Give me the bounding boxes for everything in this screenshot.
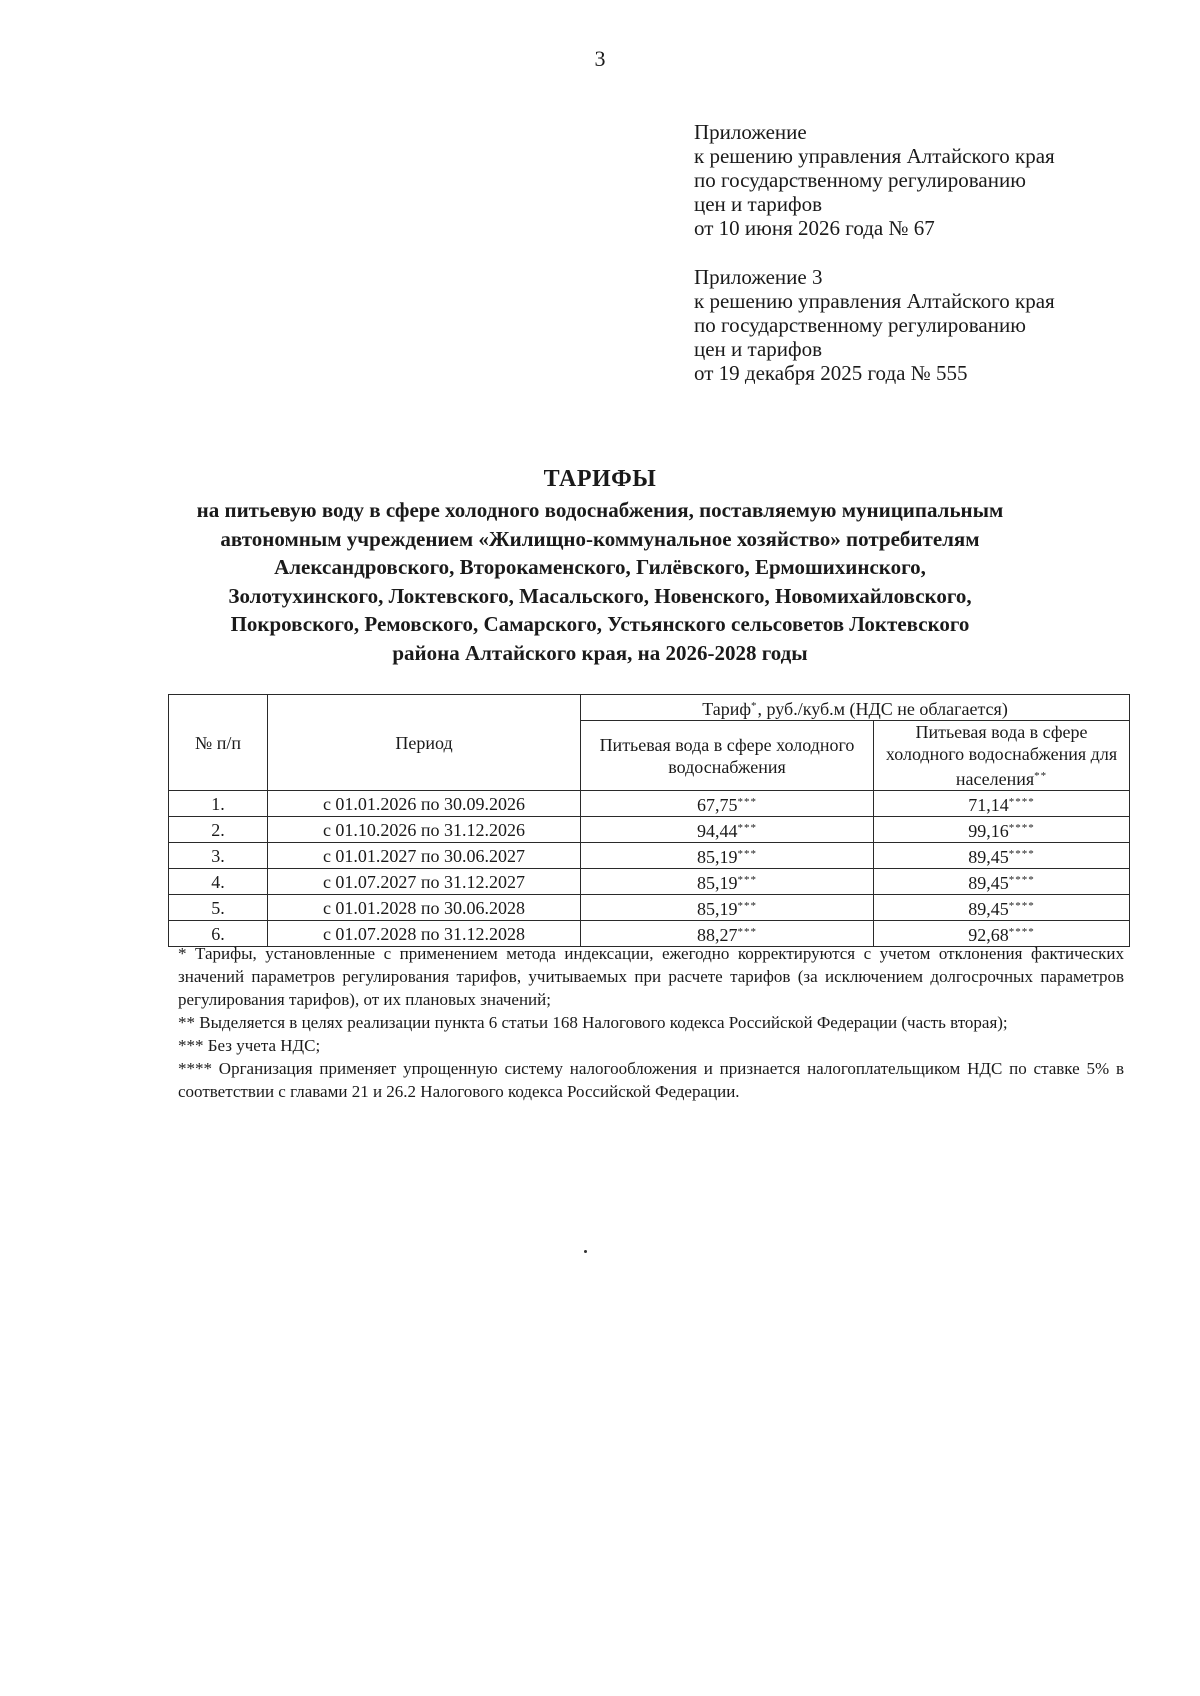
row-tariff-general — [581, 791, 874, 817]
row-number: 4. — [169, 869, 268, 895]
row-tariff-general — [581, 895, 874, 921]
appendix-line: к решению управления Алтайского края — [694, 289, 1055, 313]
row-tariff-general — [581, 817, 874, 843]
footnote-mark: *** — [737, 822, 757, 834]
column-header-tariff — [581, 695, 1130, 721]
tariff-header-prefix: Тариф — [702, 699, 752, 719]
table-row — [169, 869, 1130, 895]
tariff-value: 89,45 — [968, 847, 1009, 867]
footnote-mark: *** — [737, 848, 757, 860]
appendix-note-current — [694, 120, 1174, 240]
row-tariff-population — [874, 869, 1130, 895]
subtitle-line: на питьевую воду в сфере холодного водоснабжения, поставляемую муниципальным — [196, 498, 1004, 522]
tariff-value: 89,45 — [968, 873, 1009, 893]
subtitle-line: района Алтайского края, на 2026-2028 годы — [392, 640, 808, 665]
appendix-line: по государственному регулированию — [694, 168, 1026, 192]
row-period: с 01.07.2028 по 31.12.2028 — [268, 921, 581, 947]
population-header-text: Питьевая вода в сфере холодного водоснабжения для населения — [885, 722, 1118, 789]
appendix-line: цен и тарифов — [694, 192, 823, 216]
footnote: ** Выделяется в целях реализации пункта 6 статьи 168 Налогового кодекса Российской Федерации (часть вторая); — [178, 1013, 1008, 1032]
footnote-mark: *** — [737, 796, 757, 808]
footnote-mark: *** — [737, 874, 757, 886]
column-header-period: Период — [268, 695, 581, 791]
footnote: **** Организация применяет упрощенную систему налогообложения и признается налогоплательщиком НДС по ставке 5% в соответствии с главами 21 и 26.2 Налогового кодекса Российской Федерации. — [178, 1059, 1124, 1101]
footnote: *** Без учета НДС; — [178, 1036, 321, 1055]
table-row — [169, 895, 1130, 921]
footnote-mark: *** — [737, 926, 757, 938]
appendix-line: от 19 декабря 2025 года № 555 — [694, 361, 968, 385]
row-period: с 01.01.2028 по 30.06.2028 — [268, 895, 581, 921]
footnotes — [178, 942, 1124, 1103]
row-period: с 01.10.2026 по 31.12.2026 — [268, 817, 581, 843]
footnote-mark: **** — [1008, 796, 1035, 808]
table-row — [169, 817, 1130, 843]
footnote-mark: **** — [1008, 874, 1035, 886]
tariff-value: 94,44 — [697, 821, 738, 841]
tariff-value: 85,19 — [697, 847, 738, 867]
appendix-line: Приложение 3 — [694, 265, 823, 289]
row-number: 6. — [169, 921, 268, 947]
appendix-note-original — [694, 265, 1174, 385]
row-number: 5. — [169, 895, 268, 921]
row-tariff-population — [874, 791, 1130, 817]
appendix-line: цен и тарифов — [694, 337, 823, 361]
column-header-number: № п/п — [169, 695, 268, 791]
tariff-value: 85,19 — [697, 873, 738, 893]
table-row — [169, 791, 1130, 817]
table-row — [169, 843, 1130, 869]
row-period: с 01.01.2026 по 30.09.2026 — [268, 791, 581, 817]
tariff-value: 71,14 — [968, 795, 1009, 815]
subtitle-line: автономным учреждением «Жилищно-коммунальное хозяйство» потребителям — [220, 526, 980, 551]
row-tariff-general — [581, 869, 874, 895]
appendix-line: от 10 июня 2026 года № 67 — [694, 216, 935, 240]
tariff-value: 89,45 — [968, 899, 1009, 919]
column-header-general: Питьевая вода в сфере холодного водоснабжения — [581, 721, 874, 791]
subtitle-line: Александровского, Второкаменского, Гилёвского, Ермошихинского, — [274, 555, 926, 579]
row-number: 2. — [169, 817, 268, 843]
document-subtitle — [150, 496, 1050, 667]
footnote: * Тарифы, установленные с применением метода индексации, ежегодно корректируются с учетом отклонения фактических значений параметров регулирования тарифов, учитываемых при расчете тарифов (за исключением долгосрочных параметров регулирования тарифов), от их плановых значений; — [178, 944, 1124, 1009]
subtitle-line: Покровского, Ремовского, Самарского, Устьянского сельсоветов Локтевского — [230, 612, 970, 636]
row-period: с 01.07.2027 по 31.12.2027 — [268, 869, 581, 895]
row-tariff-population — [874, 843, 1130, 869]
footnote-mark: **** — [1008, 822, 1035, 834]
tariff-value: 85,19 — [697, 899, 738, 919]
tariff-table — [168, 694, 1130, 947]
tariff-value: 99,16 — [968, 821, 1009, 841]
subtitle-line: Золотухинского, Локтевского, Масальского, Новенского, Новомихайловского, — [228, 583, 972, 608]
row-tariff-general — [581, 843, 874, 869]
footnote-mark: ** — [1034, 770, 1048, 782]
footnote-mark: *** — [737, 900, 757, 912]
tariff-header-suffix: , руб./куб.м (НДС не облагается) — [757, 699, 1008, 719]
scan-speck — [584, 1250, 587, 1253]
tariff-value: 92,68 — [968, 925, 1009, 945]
footnote-mark: **** — [1008, 848, 1035, 860]
row-period: с 01.01.2027 по 30.06.2027 — [268, 843, 581, 869]
page-number: 3 — [594, 46, 606, 71]
row-tariff-population — [874, 895, 1130, 921]
appendix-line: по государственному регулированию — [694, 313, 1026, 337]
row-number: 1. — [169, 791, 268, 817]
footnote-mark: **** — [1008, 926, 1035, 938]
footnote-mark: **** — [1008, 900, 1035, 912]
tariff-value: 88,27 — [697, 925, 738, 945]
column-header-population — [874, 721, 1130, 791]
tariff-value: 67,75 — [697, 795, 738, 815]
appendix-line: к решению управления Алтайского края — [694, 144, 1055, 168]
row-number: 3. — [169, 843, 268, 869]
document-title: ТАРИФЫ — [543, 466, 657, 492]
appendix-line: Приложение — [694, 120, 807, 144]
footnote-mark: * — [751, 700, 758, 712]
row-tariff-population — [874, 817, 1130, 843]
